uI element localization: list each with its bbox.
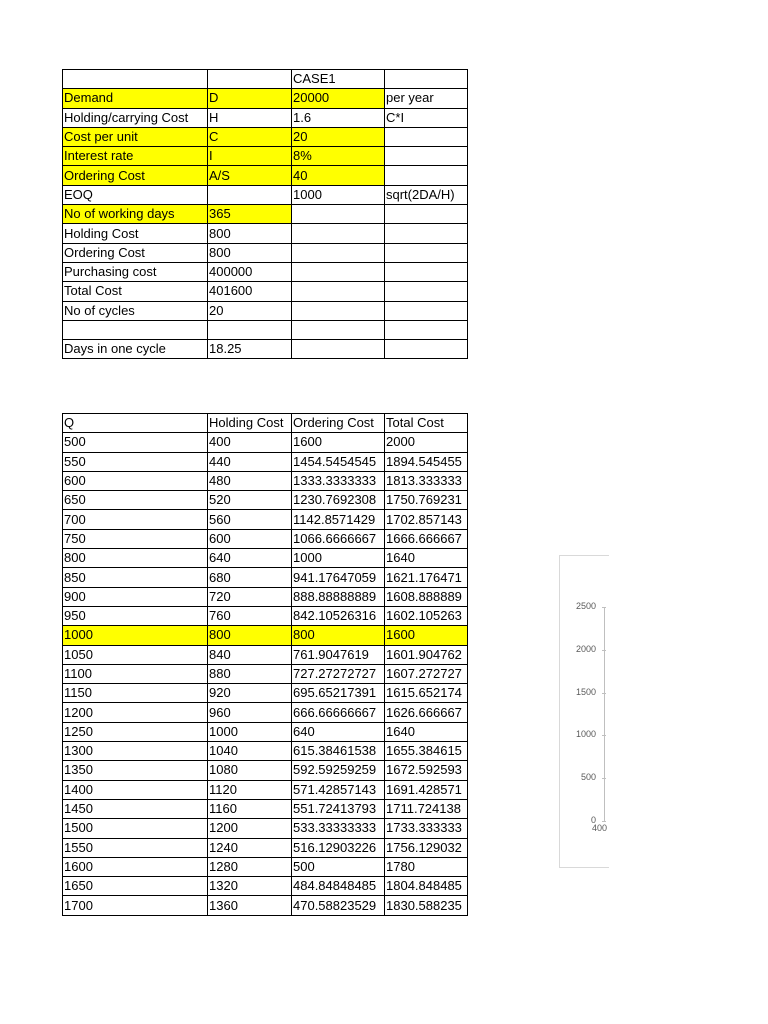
cell[interactable]: 1400 [63,780,208,799]
cell[interactable]: 950 [63,606,208,625]
y-tick-label: 500 [580,772,596,783]
cell[interactable]: No of cycles [63,301,208,320]
cell[interactable] [385,127,468,146]
cell[interactable] [385,147,468,166]
param-row [63,205,468,224]
cell[interactable]: 1500 [63,819,208,838]
cell[interactable] [292,320,385,339]
cell[interactable]: H [208,108,292,127]
cell[interactable]: 760 [208,606,292,625]
cell[interactable] [292,340,385,359]
cell[interactable]: 551.72413793 [292,799,385,818]
cell[interactable]: 500 [292,857,385,876]
table-row [63,645,468,664]
cell[interactable]: 1640 [385,549,468,568]
table-row [63,896,468,915]
cell[interactable]: 520 [208,491,292,510]
header-cell[interactable]: CASE1 [292,70,385,89]
y-tick-mark [602,607,606,608]
cell[interactable]: 850 [63,568,208,587]
cell[interactable] [208,320,292,339]
cell[interactable]: 2000 [385,433,468,452]
cell[interactable]: 1601.904762 [385,645,468,664]
cell[interactable]: 1602.105263 [385,606,468,625]
cell[interactable]: 8% [292,147,385,166]
cell[interactable] [385,301,468,320]
cell[interactable]: 800 [208,224,292,243]
cell[interactable]: 1142.8571429 [292,510,385,529]
cell[interactable]: 1150 [63,684,208,703]
cell[interactable]: 1615.652174 [385,684,468,703]
cell[interactable]: Cost per unit [63,127,208,146]
cell[interactable]: 484.84848485 [292,877,385,896]
cell[interactable]: 1700 [63,896,208,915]
table-row [63,780,468,799]
cell[interactable]: 615.38461538 [292,742,385,761]
table-row [63,568,468,587]
cell[interactable]: 401600 [208,282,292,301]
cell[interactable]: 1250 [63,722,208,741]
table-row [63,471,468,490]
table-row [63,491,468,510]
cell[interactable]: per year [385,89,468,108]
cell[interactable]: Purchasing cost [63,262,208,281]
cell[interactable]: 920 [208,684,292,703]
param-row [63,147,468,166]
cell[interactable] [292,282,385,301]
cell[interactable]: 700 [63,510,208,529]
cell[interactable]: 800 [292,626,385,645]
cell[interactable]: 1200 [63,703,208,722]
cell[interactable]: 800 [208,243,292,262]
y-tick-label: 2500 [575,601,596,611]
param-row [63,166,468,185]
cell[interactable]: 960 [208,703,292,722]
cell[interactable]: Ordering Cost [63,243,208,262]
cell[interactable]: 1333.3333333 [292,471,385,490]
parameters-table [62,69,468,359]
cell[interactable]: 888.88888889 [292,587,385,606]
y-tick-mark [602,778,606,779]
table-row [63,722,468,741]
table-row [63,819,468,838]
param-row [63,243,468,262]
cell[interactable]: EOQ [63,185,208,204]
cell[interactable]: Days in one cycle [63,340,208,359]
cell[interactable]: 560 [208,510,292,529]
cell[interactable]: 571.42857143 [292,780,385,799]
cell[interactable]: 1733.333333 [385,819,468,838]
cell[interactable] [292,205,385,224]
cell[interactable]: 1.6 [292,108,385,127]
cell[interactable]: 842.10526316 [292,606,385,625]
cell[interactable] [385,282,468,301]
cell[interactable] [385,262,468,281]
cell[interactable]: 1050 [63,645,208,664]
cell[interactable]: 1000 [292,185,385,204]
y-tick-mark [602,735,606,736]
cell[interactable]: 1702.857143 [385,510,468,529]
column-header[interactable]: Holding Cost [208,414,292,433]
cell[interactable]: 727.27272727 [292,664,385,683]
cell[interactable]: 840 [208,645,292,664]
cell[interactable]: 1200 [208,819,292,838]
cell[interactable]: I [208,147,292,166]
table-row [63,877,468,896]
cell[interactable]: 600 [208,529,292,548]
cell[interactable]: 1691.428571 [385,780,468,799]
cell[interactable]: 1350 [63,761,208,780]
cell[interactable]: 720 [208,587,292,606]
cell[interactable]: 1655.384615 [385,742,468,761]
cost-chart[interactable] [559,555,609,868]
cell[interactable]: C [208,127,292,146]
header-row [63,70,468,89]
cell[interactable]: Demand [63,89,208,108]
cell[interactable]: 1230.7692308 [292,491,385,510]
cell[interactable] [385,243,468,262]
cell[interactable]: 1450 [63,799,208,818]
table-row [63,857,468,876]
cell[interactable]: 1813.333333 [385,471,468,490]
cell[interactable]: 516.12903226 [292,838,385,857]
cell[interactable]: 1550 [63,838,208,857]
cell[interactable]: 1600 [292,433,385,452]
cell[interactable]: 1066.6666667 [292,529,385,548]
cell[interactable]: 1600 [385,626,468,645]
cell[interactable]: Ordering Cost [63,166,208,185]
cell[interactable]: Holding Cost [63,224,208,243]
table-row [63,799,468,818]
column-header[interactable]: Ordering Cost [292,414,385,433]
header-cell[interactable] [63,70,208,89]
cell[interactable] [292,224,385,243]
cell[interactable]: sqrt(2DA/H) [385,185,468,204]
param-row [63,320,468,339]
cell[interactable]: 650 [63,491,208,510]
cell[interactable] [385,224,468,243]
param-row [63,262,468,281]
cell[interactable]: 1750.769231 [385,491,468,510]
cell[interactable] [292,262,385,281]
param-row [63,282,468,301]
cell[interactable]: 680 [208,568,292,587]
cell[interactable]: 1756.129032 [385,838,468,857]
cell[interactable]: 941.17647059 [292,568,385,587]
cell[interactable]: 1000 [63,626,208,645]
table-row [63,549,468,568]
table-row [63,433,468,452]
header-cell[interactable] [208,70,292,89]
cell[interactable]: 365 [208,205,292,224]
cell[interactable]: 592.59259259 [292,761,385,780]
y-tick-label: 1000 [575,729,596,740]
cell[interactable] [385,205,468,224]
cell[interactable] [292,301,385,320]
cell[interactable] [385,166,468,185]
cell[interactable]: 1608.888889 [385,587,468,606]
cell[interactable]: 440 [208,452,292,471]
table-row [63,452,468,471]
cell[interactable]: 880 [208,664,292,683]
cell[interactable]: 800 [63,549,208,568]
table-row [63,664,468,683]
cell[interactable]: 1666.666667 [385,529,468,548]
cell[interactable] [208,185,292,204]
cell[interactable]: 500 [63,433,208,452]
param-row [63,340,468,359]
cell[interactable]: 1607.272727 [385,664,468,683]
cell[interactable] [385,340,468,359]
cell[interactable]: 761.9047619 [292,645,385,664]
cell[interactable]: 1626.666667 [385,703,468,722]
param-row [63,89,468,108]
param-row [63,127,468,146]
cell[interactable]: 1320 [208,877,292,896]
cell[interactable]: C*I [385,108,468,127]
cell[interactable]: 1650 [63,877,208,896]
table-row [63,587,468,606]
cell[interactable]: 400000 [208,262,292,281]
cell[interactable]: 1000 [208,722,292,741]
cell[interactable]: 1100 [63,664,208,683]
y-tick-mark [602,650,606,651]
cell[interactable]: 550 [63,452,208,471]
cell[interactable]: A/S [208,166,292,185]
table-row [63,838,468,857]
cell[interactable]: 1711.724138 [385,799,468,818]
cell[interactable]: 20 [208,301,292,320]
table-row [63,703,468,722]
cell[interactable] [385,320,468,339]
cell[interactable]: 18.25 [208,340,292,359]
table-row [63,761,468,780]
table-row [63,529,468,548]
table-row [63,626,468,645]
cell[interactable]: 1621.176471 [385,568,468,587]
cell[interactable]: 640 [208,549,292,568]
cell[interactable]: 20000 [292,89,385,108]
table-row [63,742,468,761]
cell[interactable]: 800 [208,626,292,645]
y-tick-label: 0 [590,815,596,825]
cell[interactable]: 600 [63,471,208,490]
param-row [63,185,468,204]
cell[interactable]: 1454.5454545 [292,452,385,471]
cell[interactable]: 1830.588235 [385,896,468,915]
table-row [63,684,468,703]
eoq-cost-table [62,413,468,916]
cell[interactable]: 400 [208,433,292,452]
param-row [63,108,468,127]
cell[interactable]: 1600 [63,857,208,876]
cell[interactable]: 666.66666667 [292,703,385,722]
param-row [63,301,468,320]
cell[interactable]: 20 [292,127,385,146]
cell[interactable]: Holding/carrying Cost [63,108,208,127]
cell[interactable]: 1240 [208,838,292,857]
column-header[interactable]: Total Cost [385,414,468,433]
cell[interactable]: 1280 [208,857,292,876]
table-row [63,606,468,625]
cell[interactable]: 1360 [208,896,292,915]
cell[interactable]: 1894.545455 [385,452,468,471]
cell[interactable]: Total Cost [63,282,208,301]
table-row [63,510,468,529]
cell[interactable]: 900 [63,587,208,606]
cell[interactable]: 480 [208,471,292,490]
cell[interactable]: 1080 [208,761,292,780]
cell[interactable]: No of working days [63,205,208,224]
cell[interactable]: 1640 [385,722,468,741]
header-row [63,414,468,433]
cell[interactable]: 695.65217391 [292,684,385,703]
cell[interactable]: 470.58823529 [292,896,385,915]
y-axis-line [604,607,605,821]
y-tick-mark [602,821,606,822]
cell[interactable]: 1780 [385,857,468,876]
cell[interactable] [292,243,385,262]
x-tick-label: 400 [592,823,608,833]
cell[interactable] [63,320,208,339]
cell[interactable]: 1300 [63,742,208,761]
cell[interactable]: D [208,89,292,108]
cell[interactable]: 1040 [208,742,292,761]
y-tick-label: 2000 [575,643,596,654]
cell[interactable]: 1000 [292,549,385,568]
cell[interactable]: 40 [292,166,385,185]
y-tick-label: 1500 [575,686,596,697]
cell[interactable]: 1804.848485 [385,877,468,896]
param-row [63,224,468,243]
y-tick-mark [602,693,606,694]
column-header[interactable]: Q [63,414,208,433]
cell[interactable]: Interest rate [63,147,208,166]
cell[interactable]: 533.33333333 [292,819,385,838]
cell[interactable]: 1672.592593 [385,761,468,780]
cell[interactable]: 1160 [208,799,292,818]
cell[interactable]: 640 [292,722,385,741]
header-cell[interactable] [385,70,468,89]
cell[interactable]: 1120 [208,780,292,799]
cell[interactable]: 750 [63,529,208,548]
